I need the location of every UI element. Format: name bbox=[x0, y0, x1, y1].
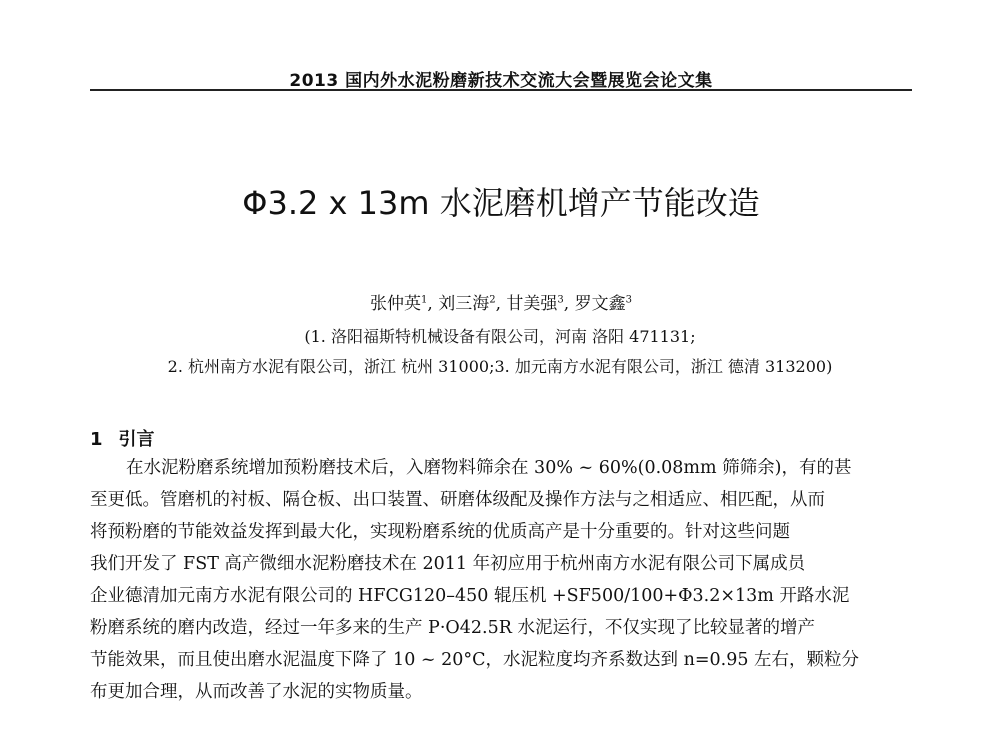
author-name: 罗文鑫 bbox=[574, 294, 626, 314]
paragraph-line: 节能效果，而且使出磨水泥温度下降了 10 ~ 20°C，水泥粒度均齐系数达到 n=0.95 左右，颗粒分 bbox=[90, 650, 860, 670]
author-affil-mark: 3 bbox=[557, 294, 564, 306]
author-list: 张仲英$^1$, 刘三海$^2$, 甘美强$^3$, 罗文鑫$^3$ bbox=[370, 294, 632, 314]
paragraph-line: 我们开发了 FST 高产微细水泥粉磨技术在 2011 年初应用于杭州南方水泥有限公司下属成员 bbox=[90, 554, 806, 574]
paper-title: Φ3.2 x 13m 水泥磨机增产节能改造 bbox=[242, 184, 760, 222]
paragraph-line: 在水泥粉磨系统增加预粉磨技术后，入磨物料筛余在 30% ~ 60%(0.08mm 筛筛余)，有的甚 bbox=[126, 458, 852, 478]
author-affil-mark: 1 bbox=[421, 294, 428, 306]
paragraph-line: 企业德清加元南方水泥有限公司的 HFCG120–450 辊压机 +SF500/100+Φ3.2×13m 开路水泥 bbox=[90, 586, 850, 606]
author-affil-mark: 2 bbox=[489, 294, 496, 306]
affiliation-line-2: 2. 杭州南方水泥有限公司，浙江 杭州 31000;3. 加元南方水泥有限公司，浙江 德清 313200) bbox=[167, 357, 833, 376]
section-heading bbox=[90, 425, 155, 451]
author-name: 甘美强 bbox=[506, 294, 558, 314]
paragraph-line: 粉磨系统的磨内改造，经过一年多来的生产 P·O42.5R 水泥运行，不仅实现了比较显著的增产 bbox=[90, 618, 815, 638]
header-rule bbox=[90, 89, 912, 91]
running-header: 2013 国内外水泥粉磨新技术交流大会暨展览会论文集 bbox=[289, 71, 713, 91]
paragraph-line: 布更加合理，从而改善了水泥的实物质量。 bbox=[90, 682, 423, 702]
paragraph-line: 至更低。管磨机的衬板、隔仓板、出口装置、研磨体级配及操作方法与之相适应、相匹配，从而 bbox=[90, 490, 825, 510]
section-number: 1 bbox=[90, 429, 103, 450]
paragraph-line: 将预粉磨的节能效益发挥到最大化，实现粉磨系统的优质高产是十分重要的。针对这些问题 bbox=[90, 522, 790, 542]
author-name: 刘三海 bbox=[438, 294, 490, 314]
author-affil-mark: 3 bbox=[625, 294, 632, 306]
section-title: 引言 bbox=[118, 429, 155, 450]
body-paragraph bbox=[90, 452, 912, 708]
author-name: 张仲英 bbox=[370, 294, 422, 314]
affiliation-line-1: (1. 洛阳福斯特机械设备有限公司，河南 洛阳 471131; bbox=[304, 327, 696, 346]
